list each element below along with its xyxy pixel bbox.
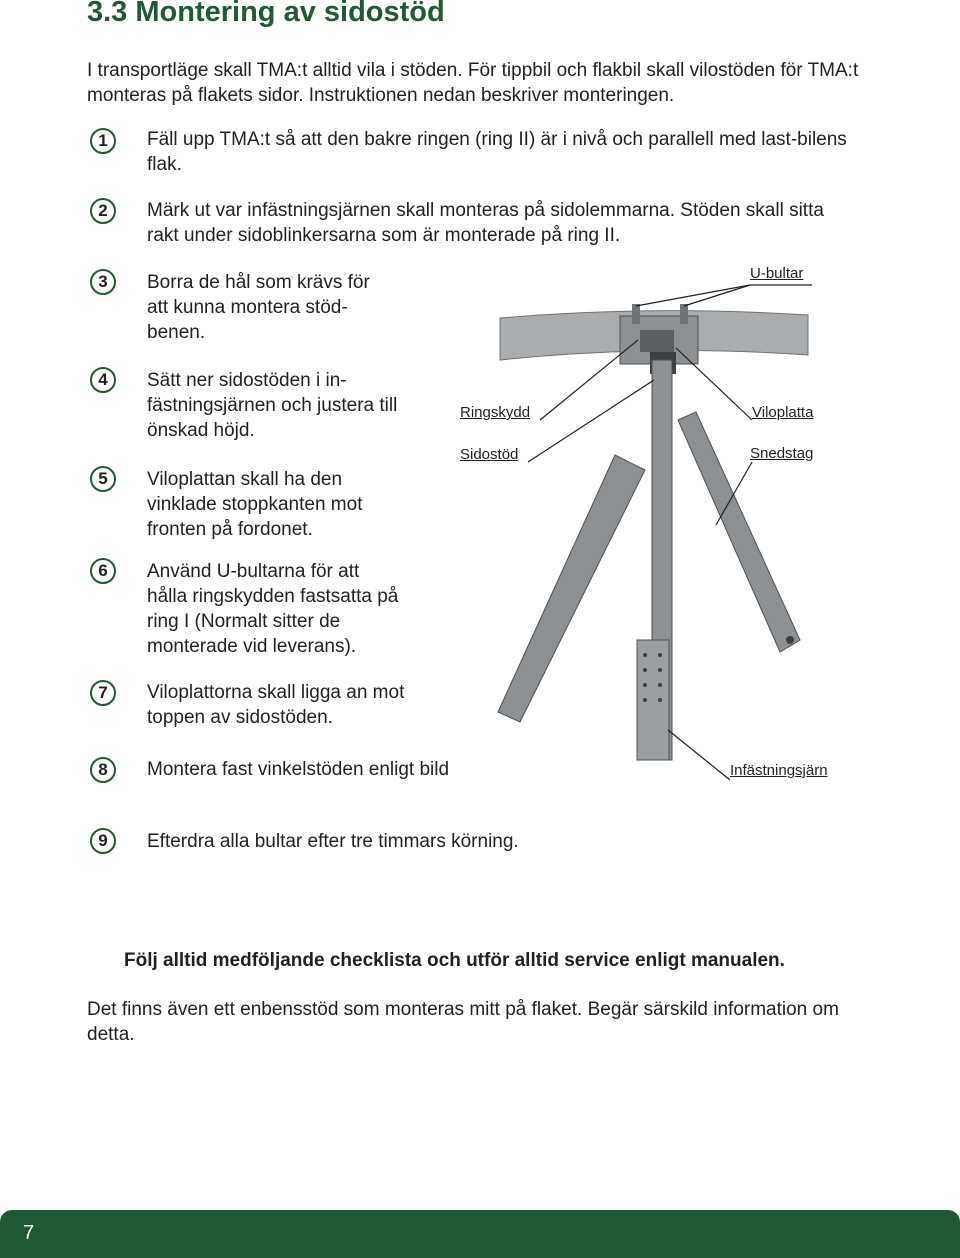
- intro-paragraph: I transportläge skall TMA:t alltid vila i stöden. För tippbil och flakbil skall vilostöden för TMA:t monteras på flakets sidor. Instruktionen nedan beskriver monteringen.: [87, 60, 859, 106]
- label-u-bultar: U-bultar: [750, 265, 804, 282]
- step-number-8: 8: [90, 757, 116, 783]
- step-text-3: Borra de hål som krävs för att kunna montera stöd-benen.: [147, 272, 370, 343]
- step-text-6: Använd U-bultarna för att hålla ringskydden fastsatta på ring I (Normalt sitter de monterade vid leverans).: [147, 561, 399, 657]
- u-bolt-right: [680, 304, 688, 324]
- bold-note: Följ alltid medföljande checklista och utför alltid service enligt manualen.: [124, 950, 785, 971]
- step-text-4: Sätt ner sidostöden i in-fästningsjärnen och justera till önskad höjd.: [147, 370, 398, 441]
- strut-bolt: [786, 636, 794, 644]
- step-text-1: Fäll upp TMA:t så att den bakre ringen (ring II) är i nivå och parallell med last-bilens flak.: [147, 129, 847, 175]
- step-number-5: 5: [90, 466, 116, 492]
- step-text-2: Märk ut var infästningsjärnen skall monteras på sidolemmarna. Stöden skall sitta rakt under sidoblinkersarna som är monterade på ring II.: [147, 200, 824, 246]
- label-sidostod: Sidostöd: [460, 446, 519, 463]
- mounting-bracket: [637, 640, 669, 760]
- label-ringskydd: Ringskydd: [460, 404, 531, 421]
- step-text-5: Viloplattan skall ha den vinklade stoppkanten mot fronten på fordonet.: [147, 469, 363, 540]
- step-number-4: 4: [90, 367, 116, 393]
- step-number-1: 1: [90, 128, 116, 154]
- step-text-8: Montera fast vinkelstöden enligt bild: [147, 759, 450, 780]
- step-number-7: 7: [90, 680, 116, 706]
- u-bolt-left: [632, 304, 640, 324]
- label-viloplatta: Viloplatta: [752, 404, 814, 421]
- rest-plate: [640, 330, 674, 352]
- page-number: 7: [23, 1222, 35, 1244]
- step-text-9: Efterdra alla bultar efter tre timmars körning.: [147, 831, 519, 852]
- step-number-2: 2: [90, 198, 116, 224]
- step-number-6: 6: [90, 558, 116, 584]
- step-text-7: Viloplattorna skall ligga an mot toppen av sidostöden.: [147, 682, 405, 728]
- label-snedstag: Snedstag: [750, 445, 814, 462]
- label-infastningsjarn: Infästningsjärn: [730, 762, 828, 779]
- diagonal-strut-left: [498, 455, 645, 722]
- step-number-9: 9: [90, 828, 116, 854]
- info-note: Det finns även ett enbensstöd som monteras mitt på flaket. Begär särskild information om detta.: [87, 999, 839, 1045]
- footer-bar: [0, 1210, 960, 1258]
- step-number-3: 3: [90, 269, 116, 295]
- page-title: 3.3 Montering av sidostöd: [87, 0, 445, 28]
